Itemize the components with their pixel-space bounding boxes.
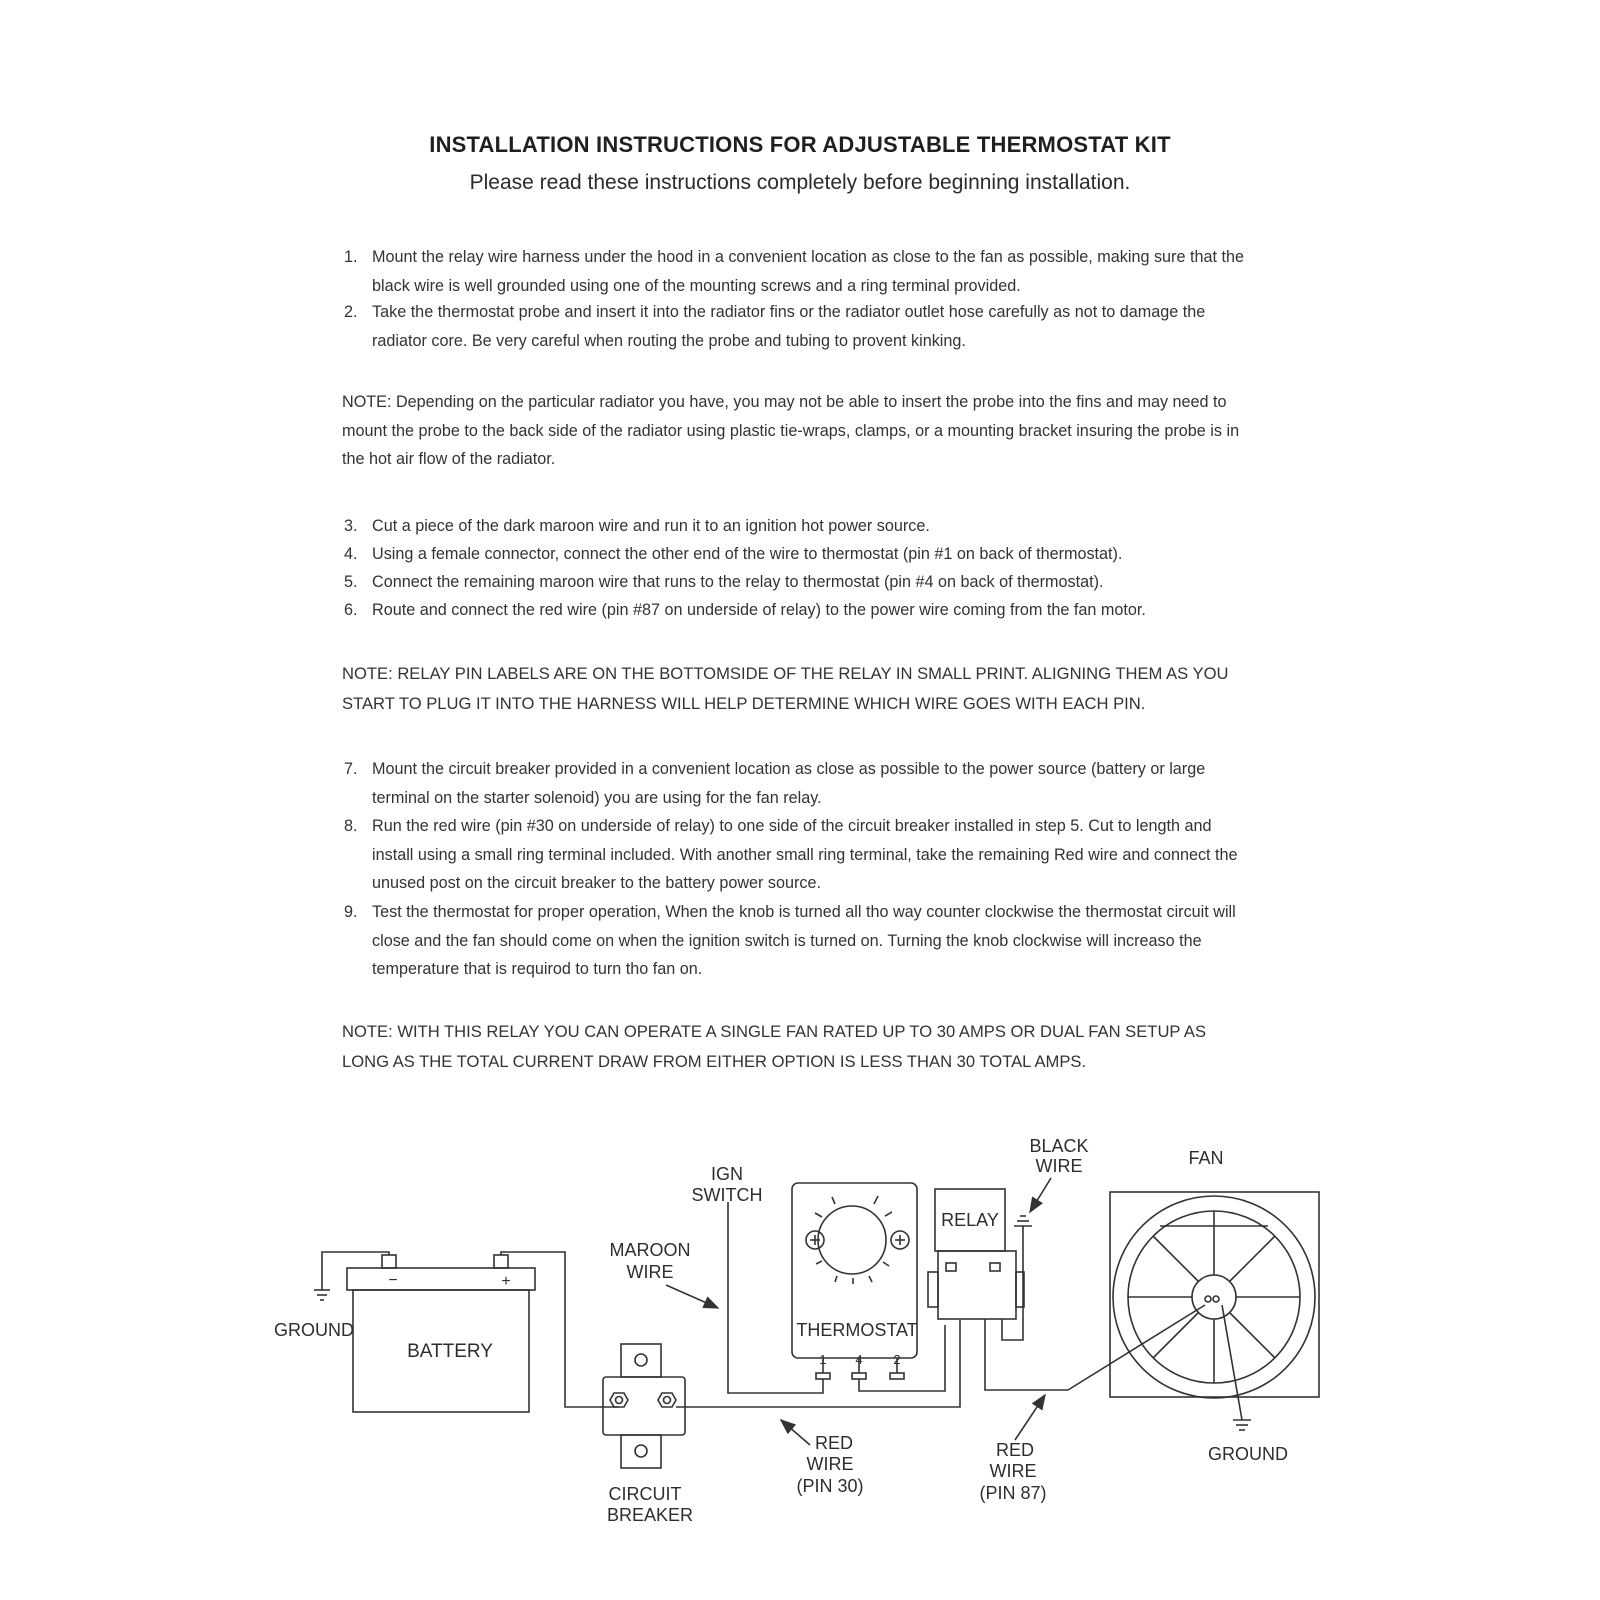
circuit-breaker-label: CIRCUIT <box>608 1484 682 1504</box>
maroon-wire-label: MAROON <box>609 1240 691 1260</box>
ground-label-left: GROUND <box>274 1320 354 1340</box>
step-number: 6. <box>344 601 358 619</box>
relay-label: RELAY <box>941 1210 999 1230</box>
step-number: 4. <box>344 545 358 563</box>
circuit-breaker <box>603 1344 685 1468</box>
battery-minus-label: − <box>388 1272 398 1289</box>
red-wire-pin87 <box>985 1305 1205 1390</box>
step-number: 2. <box>344 303 358 321</box>
relay <box>928 1189 1024 1319</box>
step-number: 9. <box>344 903 358 921</box>
ground-wire-left <box>322 1252 389 1290</box>
maroon-wire-label: WIRE <box>626 1262 674 1282</box>
battery-to-breaker-wire <box>501 1252 618 1407</box>
ground-symbol-left <box>314 1290 330 1300</box>
step-number: 5. <box>344 573 358 591</box>
step-text: Test the thermostat for proper operation, When the knob is turned all tho way counter clockwise the thermostat circuit will close and the fan should come on when the ignition switch is turned on. Turning the knob clockwise will increaso the temperature that is requirod to turn tho fan on. <box>372 903 1236 978</box>
black-wire-label: BLACK <box>1029 1136 1089 1156</box>
red-wire-30-label: (PIN 30) <box>796 1476 864 1496</box>
ground-symbol-relay <box>1014 1216 1032 1226</box>
fan <box>1110 1192 1319 1398</box>
note-amps: NOTE: WITH THIS RELAY YOU CAN OPERATE A SINGLE FAN RATED UP TO 30 AMPS OR DUAL FAN SETUP AS LONG AS THE TOTAL CURRENT DRAW FROM EITHER OPTION IS LESS THAN 30 TOTAL AMPS. <box>342 1022 1207 1071</box>
note-relay-pins: NOTE: RELAY PIN LABELS ARE ON THE BOTTOMSIDE OF THE RELAY IN SMALL PRINT. ALIGNING THEM AS YOU START TO PLUG IT INTO THE HARNESS WILL HELP DETERMINE WHICH WIRE GOES WITH EACH PIN. <box>342 664 1229 713</box>
step-number: 3. <box>344 517 358 535</box>
step-number: 7. <box>344 760 358 778</box>
step-text: Using a female connector, connect the other end of the wire to thermostat (pin #1 on back of thermostat). <box>372 545 1123 563</box>
thermostat-label: THERMOSTAT <box>796 1320 918 1340</box>
step-text: Take the thermostat probe and insert it into the radiator fins or the radiator outlet hose carefully as not to damage the radiator core. Be very careful when routing the probe and tubing to provent kinking. <box>372 303 1206 350</box>
red-wire-30-label: RED <box>814 1433 854 1453</box>
ign-switch-label: IGN <box>710 1164 744 1184</box>
step-text: Mount the relay wire harness under the hood in a convenient location as close to the fan as possible, making sure that the black wire is well grounded using one of the mounting screws and a ring terminal provided. <box>372 248 1244 295</box>
black-wire-arrow <box>1030 1178 1051 1212</box>
step-text: Cut a piece of the dark maroon wire and run it to an ignition hot power source. <box>372 517 930 535</box>
battery-plus-label: + <box>501 1273 511 1290</box>
ground-label-right: GROUND <box>1208 1444 1288 1464</box>
step-number: 1. <box>344 248 358 266</box>
maroon-wire-arrow <box>666 1285 718 1308</box>
pin-4-label: 4 <box>855 1352 863 1367</box>
red-wire-30-label: WIRE <box>806 1454 854 1474</box>
pin-2-label: 2 <box>893 1352 901 1367</box>
step-number: 8. <box>344 817 358 835</box>
red-wire-87-label: RED <box>995 1440 1035 1460</box>
red-wire-30-arrow <box>781 1420 810 1445</box>
pin-1-label: 1 <box>819 1352 827 1367</box>
ground-symbol-fan <box>1233 1420 1251 1430</box>
thermostat <box>792 1183 917 1379</box>
red-wire-87-arrow <box>1015 1395 1045 1440</box>
document-title: INSTALLATION INSTRUCTIONS FOR ADJUSTABLE THERMOSTAT KIT <box>429 132 1171 157</box>
circuit-breaker-label: BREAKER <box>606 1505 694 1525</box>
red-wire-87-label: (PIN 87) <box>979 1483 1047 1503</box>
maroon-wire-pin1 <box>728 1202 823 1393</box>
note-radiator: NOTE: Depending on the particular radiator you have, you may not be able to insert the probe into the fins and may need to mount the probe to the back side of the radiator using plastic tie-wraps, clamps, or a mounting bracket insuring the probe is in the hot air flow of the radiator. <box>342 393 1240 468</box>
ign-switch-label: SWITCH <box>691 1185 763 1205</box>
step-text: Connect the remaining maroon wire that runs to the relay to thermostat (pin #4 on back of thermostat). <box>372 573 1104 591</box>
black-wire-label: WIRE <box>1035 1156 1083 1176</box>
fan-label: FAN <box>1188 1148 1224 1168</box>
step-text: Run the red wire (pin #30 on underside of relay) to one side of the circuit breaker installed in step 5. Cut to length and install using a small ring terminal included. With another small ring terminal, take the remaining Red wire and connect the unused post on the circuit breaker to the battery power source. <box>372 817 1238 892</box>
step-text: Mount the circuit breaker provided in a convenient location as close as possible to the power source (battery or large terminal on the starter solenoid) you are using for the fan relay. <box>372 760 1206 807</box>
red-wire-87-label: WIRE <box>989 1461 1037 1481</box>
step-text: Route and connect the red wire (pin #87 on underside of relay) to the power wire coming from the fan motor. <box>372 601 1146 619</box>
battery-label: BATTERY <box>407 1341 493 1362</box>
document-subtitle: Please read these instructions completely before beginning installation. <box>469 171 1131 194</box>
